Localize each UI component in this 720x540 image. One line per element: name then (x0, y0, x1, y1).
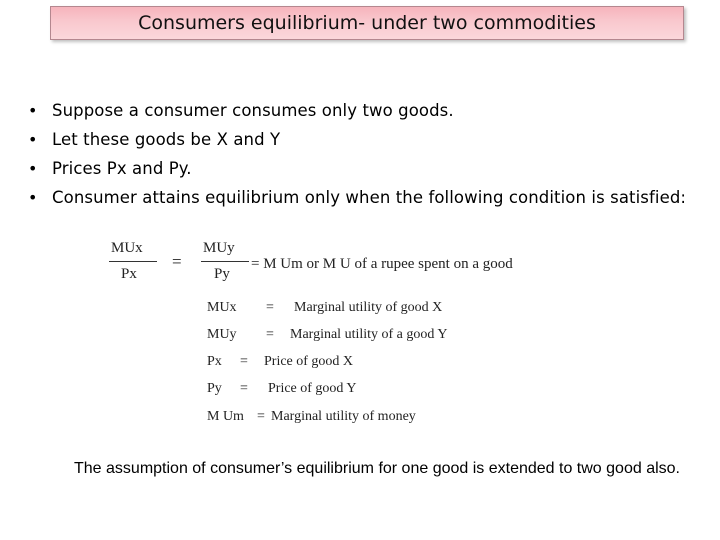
definition-term: Px (207, 354, 222, 369)
definition-description: Marginal utility of a good Y (290, 327, 448, 342)
fraction2-numerator: MUy (203, 240, 235, 256)
bullet-item (28, 183, 686, 212)
equation-rhs (251, 256, 513, 273)
equation-rhs-tail: m or M U of a rupee spent on a good (291, 256, 513, 272)
bullet-text: Prices Px and Py. (52, 159, 192, 178)
footer-note: The assumption of consumer’s equilibrium for one good is extended to two good also. (74, 460, 680, 477)
definition-equals: = (240, 381, 248, 396)
bullet-icon: • (28, 130, 38, 149)
bullet-item (28, 154, 686, 183)
slide-title: Consumers equilibrium- under two commodities (138, 12, 596, 34)
bullet-text: Consumer attains equilibrium only when the following condition is satisfied: (52, 188, 687, 207)
definition-equals: = (266, 300, 274, 315)
bullet-icon: • (28, 188, 38, 207)
definition-term: Py (207, 381, 222, 396)
equals-sign: = (172, 252, 182, 271)
bullet-item (28, 125, 686, 154)
definition-term: MUy (207, 327, 237, 342)
fraction2-denominator: Py (214, 266, 230, 282)
definition-term: M Um (207, 409, 244, 424)
definition-term: MUx (207, 300, 237, 315)
definition-equals: = (266, 327, 274, 342)
bullet-item (28, 96, 686, 125)
bullet-list (28, 96, 686, 212)
definition-description: Price of good Y (268, 381, 357, 396)
definition-description: Price of good X (264, 354, 354, 369)
slide-title-box (50, 6, 684, 40)
bullet-text: Suppose a consumer consumes only two goods. (52, 101, 454, 120)
bullet-text: Let these goods be X and Y (52, 130, 281, 149)
definition-equals: = (240, 354, 248, 369)
definition-description: Marginal utility of good X (294, 300, 443, 315)
equation-rhs-main: = M U (251, 256, 292, 272)
fraction2-bar (201, 261, 249, 262)
bullet-icon: • (28, 101, 38, 120)
fraction1-denominator: Px (121, 266, 137, 282)
definition-equals: = (257, 409, 265, 424)
definition-description: Marginal utility of money (271, 409, 416, 424)
bullet-icon: • (28, 159, 38, 178)
fraction1-numerator: MUx (111, 240, 143, 256)
fraction1-bar (109, 261, 157, 262)
